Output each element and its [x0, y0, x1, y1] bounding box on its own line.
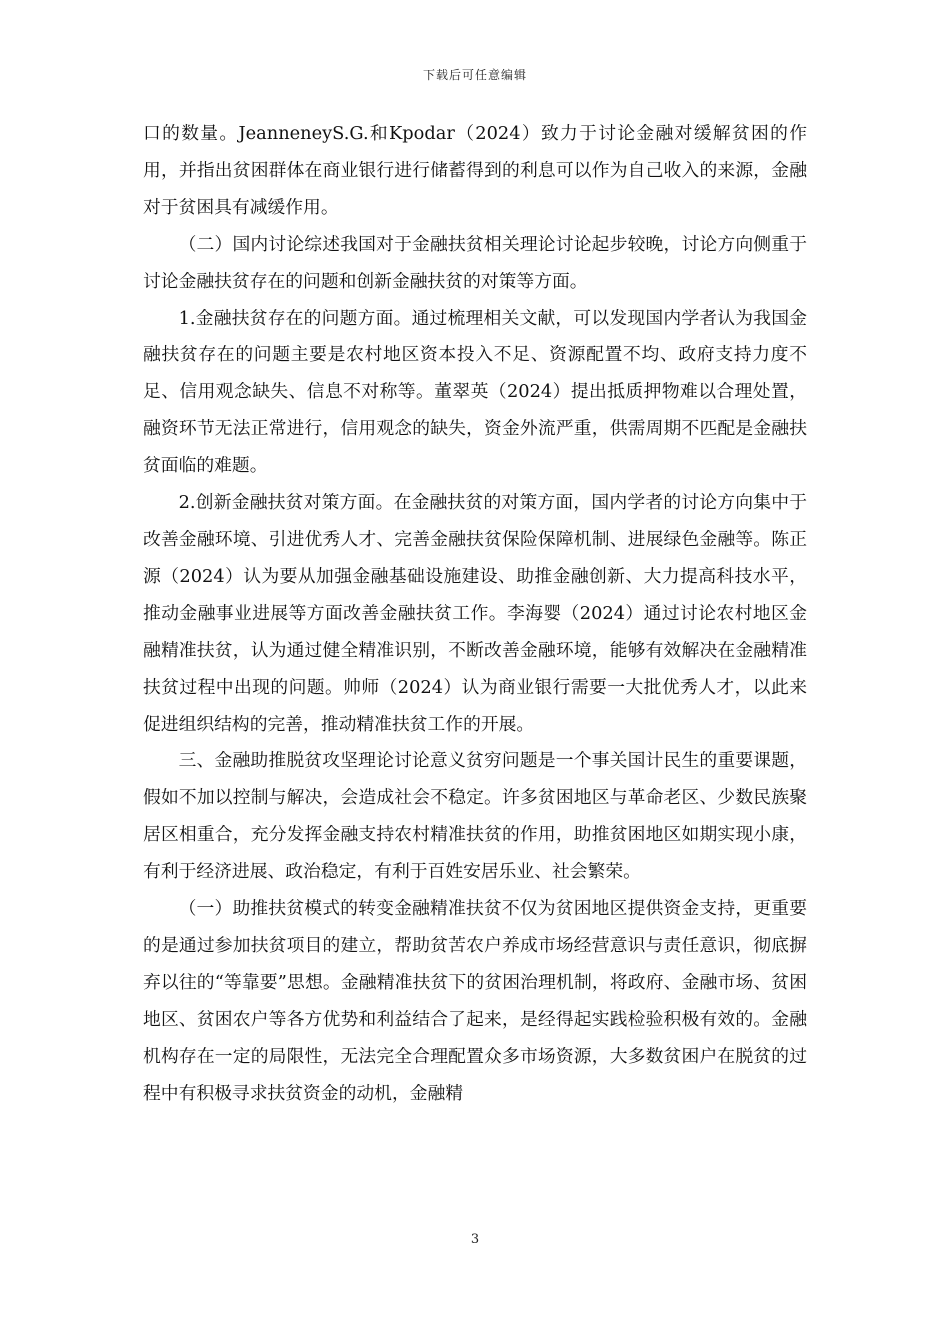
paragraph-6: （一）助推扶贫模式的转变金融精准扶贫不仅为贫困地区提供资金支持，更重要的是通过参加扶贫项目的建立，帮助贫苦农户养成市场经营意识与责任意识，彻底摒弃以往的“等靠要”思想。金融精准扶贫下的贫困治理机制，将政府、金融市场、贫困地区、贫困农户等各方优势和利益结合了起来，是经得起实践检验积极有效的。金融机构存在一定的局限性，无法完全合理配置众多市场资源，大多数贫困户在脱贫的过程中有积极寻求扶贫资金的动机，金融精 — [143, 898, 807, 1104]
document-body — [143, 116, 807, 1112]
paragraph-4: 2.创新金融扶贫对策方面。在金融扶贫的对策方面，国内学者的讨论方向集中于改善金融环境、引进优秀人才、完善金融扶贫保险保障机制、进展绿色金融等。陈正源（2024）认为要从加强金融基础设施建设、助推金融创新、大力提高科技水平，推动金融事业进展等方面改善金融扶贫工作。李海婴（2024）通过讨论农村地区金融精准扶贫，认为通过健全精准识别，不断改善金融环境，能够有效解决在金融精准扶贫过程中出现的问题。帅师（2024）认为商业银行需要一大批优秀人才，以此来促进组织结构的完善，推动精准扶贫工作的开展。 — [143, 492, 807, 735]
paragraph-5: 三、金融助推脱贫攻坚理论讨论意义贫穷问题是一个事关国计民生的重要课题，假如不加以控制与解决，会造成社会不稳定。许多贫困地区与革命老区、少数民族聚居区相重合，充分发挥金融支持农村精准扶贫的作用，助推贫困地区如期实现小康，有利于经济进展、政治稳定，有利于百姓安居乐业、社会繁荣。 — [143, 750, 807, 883]
page-header: 下载后可任意编辑 — [422, 68, 527, 82]
paragraph-3: 1.金融扶贫存在的问题方面。通过梳理相关文献，可以发现国内学者认为我国金融扶贫存在的问题主要是农村地区资本投入不足、资源配置不均、政府支持力度不足、信用观念缺失、信息不对称等。董翠英（2024）提出抵质押物难以合理处置，融资环节无法正常进行，信用观念的缺失，资金外流严重，供需周期不匹配是金融扶贫面临的难题。 — [143, 307, 807, 477]
paragraph-2: （二）国内讨论综述我国对于金融扶贫相关理论讨论起步较晚，讨论方向侧重于讨论金融扶贫存在的问题和创新金融扶贫的对策等方面。 — [143, 233, 807, 292]
paragraph-1: 口的数量。JeanneneyS.G.和Kpodar（2024）致力于讨论金融对缓解贫困的作用，并指出贫困群体在商业银行进行储蓄得到的利息可以作为自己收入的来源，金融对于贫困具有减缓作用。 — [143, 123, 807, 218]
page-number: 3 — [470, 1232, 480, 1247]
